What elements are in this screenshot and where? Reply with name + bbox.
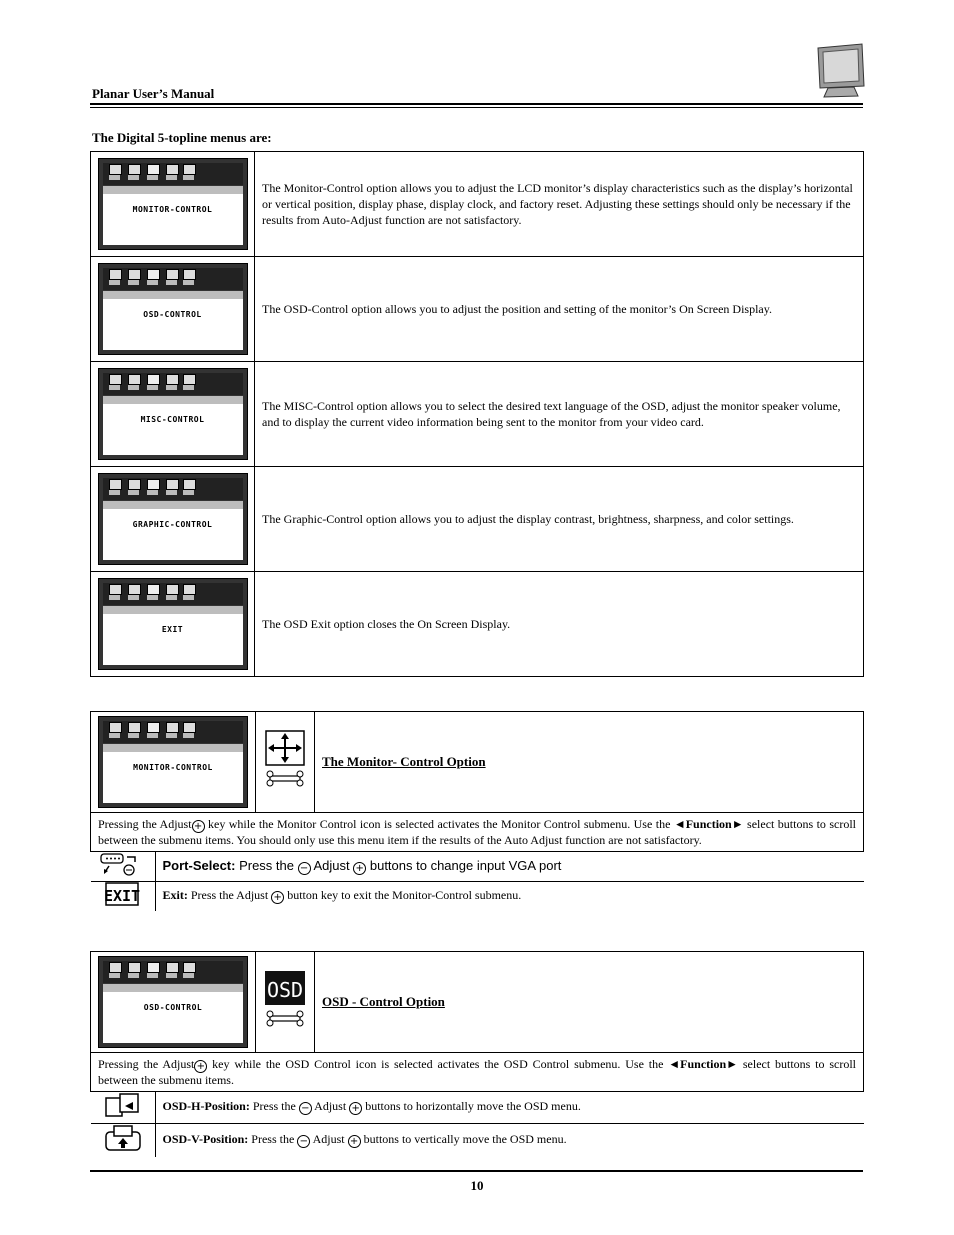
plus-circle-icon: +: [194, 1060, 207, 1073]
header-rule: [90, 103, 863, 105]
osd-screenshot: [98, 956, 248, 1048]
row-label: OSD-V-Position:: [162, 1132, 249, 1146]
plus-circle-icon: +: [349, 1102, 362, 1115]
table-row: Port-Select: Press the − Adjust + buttons to change input VGA port: [91, 852, 864, 882]
osd-screenshot: [98, 578, 248, 670]
osd-screen-label: MONITOR-CONTROL: [103, 752, 243, 803]
menu-description: The MISC-Control option allows you to select the desired text language of the OSD, adjust the monitor speaker volume, and to display the current video information being sent to the monitor from your video card.: [255, 362, 864, 467]
minus-circle-icon: −: [297, 1135, 310, 1148]
menu-description: The Monitor-Control option allows you to adjust the LCD monitor’s display characteristics such as the display’s horizontal or vertical position, display phase, display clock, and factory reset. Adjusting these settings should only be necessary if the results from Auto-Adjust function are not satisfactory.: [255, 152, 864, 257]
menu-table: [90, 151, 864, 677]
header-rule-thin: [90, 107, 863, 108]
svg-text:OSD: OSD: [266, 977, 304, 1002]
osd-screen-label: GRAPHIC-CONTROL: [103, 509, 243, 560]
section-paragraph: Pressing the Adjust + key while the OSD Control icon is selected activates the OSD Control submenu. Use the ◄Function► select buttons to scroll between the submenu items.: [91, 1053, 864, 1092]
table-row: [91, 257, 864, 362]
osd-screenshot: [98, 158, 248, 250]
svg-text:EXIT: EXIT: [103, 886, 140, 905]
move-arrows-icon: [264, 729, 306, 791]
osd-screen-label: OSD-CONTROL: [103, 299, 243, 350]
section-paragraph: Pressing the Adjust + key while the Monitor Control icon is selected activates the Monitor Control submenu. Use the ◄Function► select buttons to scroll between the submenu items. You should only use this menu item if the results of the Auto Adjust function are not satisfactory.: [91, 813, 864, 852]
table-row: [91, 572, 864, 677]
osd-screenshot: [98, 716, 248, 808]
plus-circle-icon: +: [348, 1135, 361, 1148]
minus-circle-icon: −: [298, 862, 311, 875]
header-title: Planar User’s Manual: [92, 86, 215, 101]
table-row: OSD-H-Position: Press the − Adjust + buttons to horizontally move the OSD menu.: [91, 1092, 864, 1124]
osd-screen-label: EXIT: [103, 614, 243, 665]
wrench-icon: [267, 771, 303, 786]
minus-circle-icon: −: [299, 1102, 312, 1115]
osd-screenshot: [98, 473, 248, 565]
table-row: [91, 362, 864, 467]
monitor-control-table: [90, 711, 864, 911]
osd-screenshot: [98, 263, 248, 355]
section-title: The Monitor- Control Option: [315, 712, 864, 813]
section-intro: The Digital 5-topline menus are:: [92, 130, 272, 145]
section-title: OSD - Control Option: [315, 952, 864, 1053]
row-label: Port-Select:: [162, 857, 236, 873]
plus-circle-icon: +: [271, 891, 284, 904]
exit-icon: [103, 882, 143, 906]
footer-rule: [90, 1170, 863, 1172]
menu-description: The Graphic-Control option allows you to adjust the display contrast, brightness, sharpness, and color settings.: [255, 467, 864, 572]
osd-screen-label: MONITOR-CONTROL: [103, 194, 243, 245]
osd-screen-label: MISC-CONTROL: [103, 404, 243, 455]
table-row: [91, 467, 864, 572]
plus-circle-icon: +: [192, 820, 205, 833]
page-number: 10: [470, 1178, 484, 1193]
menu-description: The OSD Exit option closes the On Screen Display.: [255, 572, 864, 677]
table-row: OSD-V-Position: Press the − Adjust + buttons to vertically move the OSD menu.: [91, 1123, 864, 1157]
row-label: OSD-H-Position:: [162, 1099, 250, 1113]
osd-screenshot: [98, 368, 248, 460]
horizontal-position-icon: [103, 1092, 143, 1118]
row-label: Exit:: [162, 888, 188, 902]
plus-circle-icon: +: [353, 862, 366, 875]
monitor-icon: [814, 42, 866, 100]
osd-screen-label: OSD-CONTROL: [103, 992, 243, 1043]
menu-description: The OSD-Control option allows you to adjust the position and setting of the monitor’s On Screen Display.: [255, 257, 864, 362]
table-row: [91, 152, 864, 257]
osd-icon: [263, 969, 307, 1031]
table-row: EXIT Exit: Press the Adjust + button key to exit the Monitor-Control submenu.: [91, 881, 864, 911]
wrench-icon: [267, 1011, 303, 1026]
vertical-position-icon: [103, 1124, 143, 1152]
port-select-icon: [99, 852, 147, 876]
osd-control-table: [90, 951, 864, 1157]
